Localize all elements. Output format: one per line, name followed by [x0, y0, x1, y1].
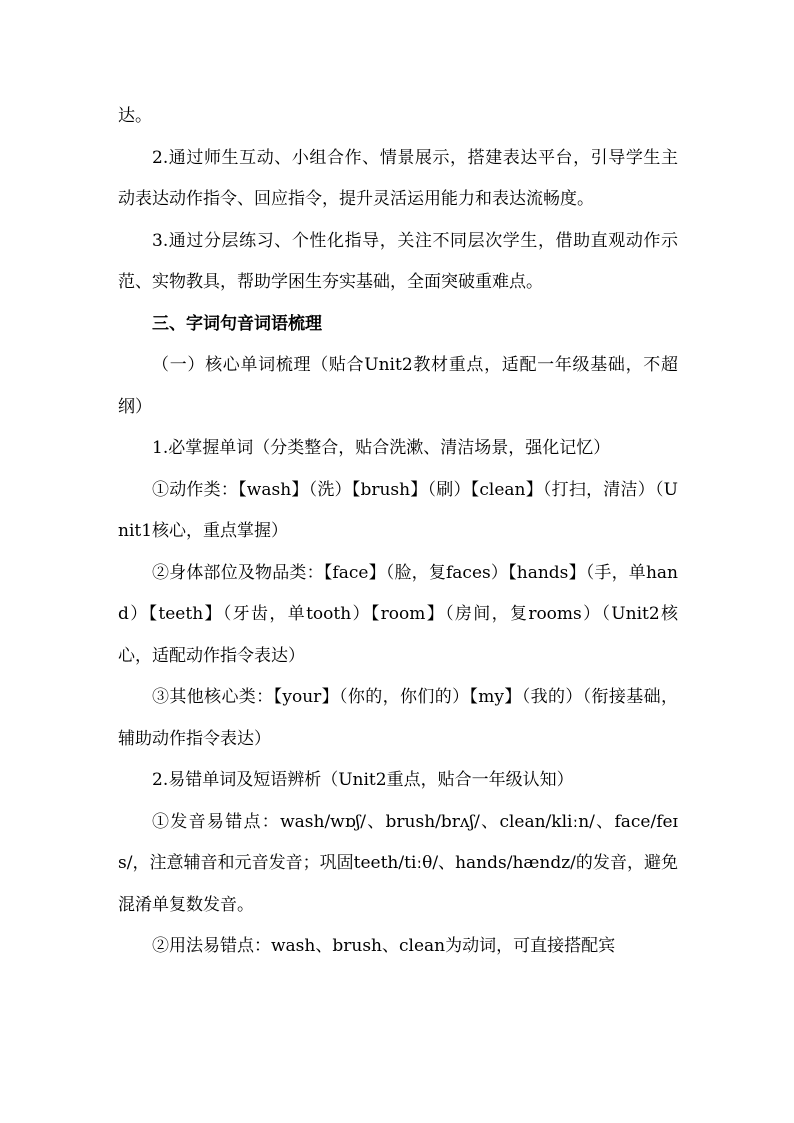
paragraph-continuation: 达。 [118, 106, 152, 126]
list-item-action-words: ①动作类：【wash】（洗）【brush】（刷）【clean】（打扫，清洁）（Unit1核心，重点掌握） [118, 479, 678, 541]
list-item-usage-errors: ②用法易错点：wash、brush、clean为动词，可直接搭配宾 [152, 936, 616, 956]
list-heading-error-prone-words: 2.易错单词及短语辨析（Unit2重点，贴合一年级认知） [152, 770, 574, 790]
paragraph-objective-2: 2.通过师生互动、小组合作、情景展示，搭建表达平台，引导学生主动表达动作指令、回应指令，提升灵活运用能力和表达流畅度。 [118, 147, 678, 209]
list-item-other-core-words: ③其他核心类：【your】（你的，你们的）【my】（我的）（衔接基础，辅助动作指令表达） [118, 687, 678, 749]
list-item-pronunciation-errors: ①发音易错点：wash/wɒʃ/、brush/brʌʃ/、clean/kliːn/、face/feɪs/，注意辅音和元音发音；巩固teeth/tiːθ/、hands/hændz/的发音，避免混淆单复数发音。 [118, 811, 678, 915]
subsection-heading: （一）核心单词梳理（贴合Unit2教材重点，适配一年级基础，不超纲） [118, 355, 678, 417]
document-body [118, 96, 678, 968]
list-heading-must-master-words: 1.必掌握单词（分类整合，贴合洗漱、清洁场景，强化记忆） [152, 438, 611, 458]
paragraph-objective-3: 3.通过分层练习、个性化指导，关注不同层次学生，借助直观动作示范、实物教具，帮助学困生夯实基础，全面突破重难点。 [118, 230, 678, 292]
section-heading: 三、字词句音词语梳理 [152, 313, 322, 334]
list-item-body-part-words: ②身体部位及物品类：【face】（脸，复faces）【hands】（手，单hand）【teeth】（牙齿，单tooth）【room】（房间，复rooms）（Unit2核心，适配动作指令表达） [118, 562, 678, 666]
